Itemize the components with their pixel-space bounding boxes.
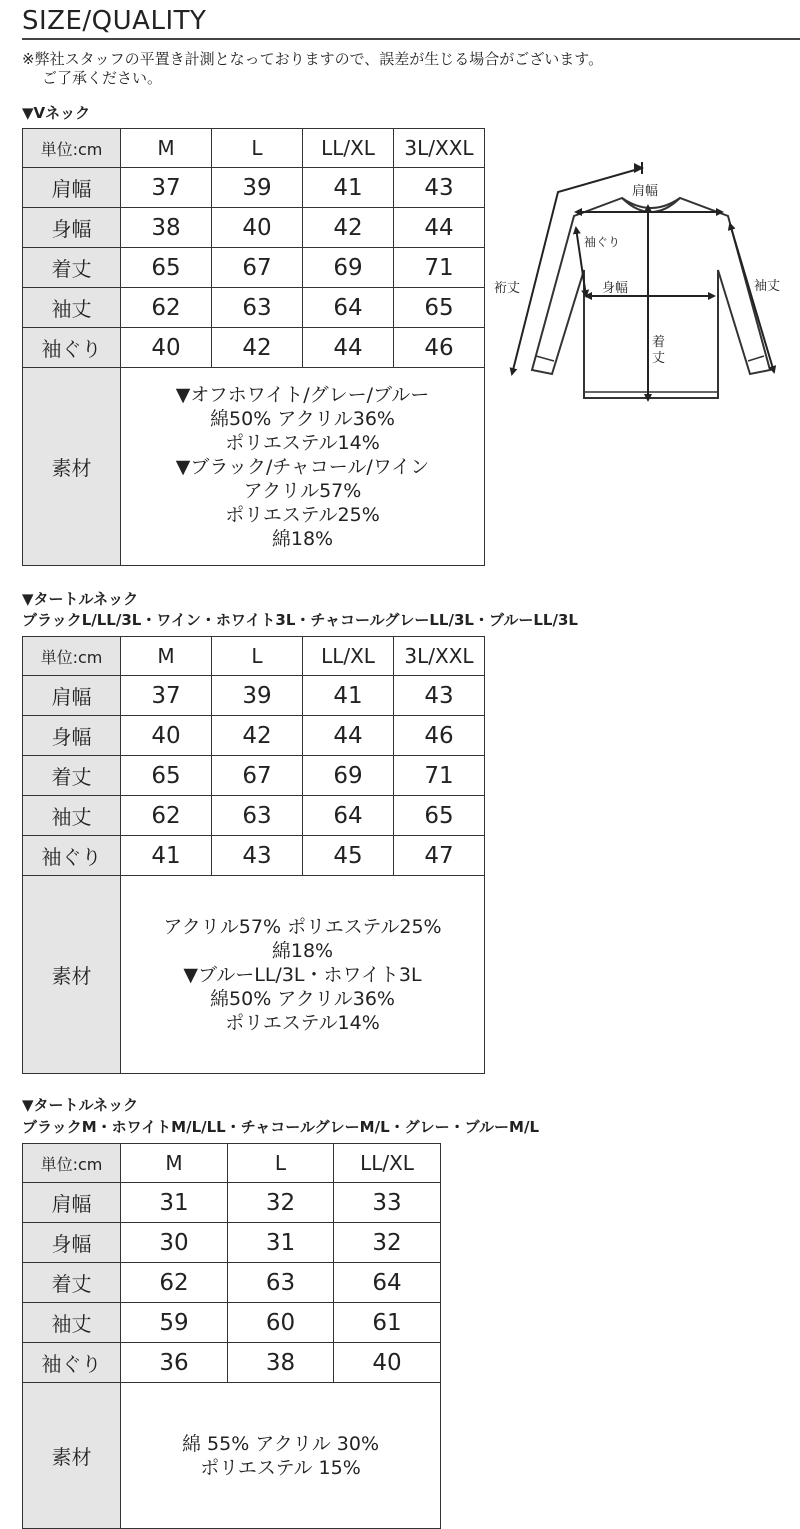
cell-value: 37	[121, 168, 212, 208]
note-line-2: ご了承ください。	[42, 69, 163, 87]
shirt-collar	[622, 198, 680, 212]
unit-label: 単位:cm	[23, 637, 121, 676]
note-line-1: ※弊社スタッフの平置き計測となっておりますので、誤差が生じる場合がございます。	[22, 50, 604, 68]
material-info	[121, 876, 485, 1074]
row-label: 着丈	[23, 248, 121, 288]
cell-value: 63	[212, 796, 303, 836]
material-line: 綿18%	[271, 939, 334, 962]
cell-value: 42	[212, 328, 303, 368]
material-row	[23, 368, 485, 566]
cell-value: 39	[212, 676, 303, 716]
row-label: 袖丈	[23, 796, 121, 836]
size-header: LL/XL	[303, 637, 394, 676]
cell-value: 67	[212, 248, 303, 288]
cell-value: 38	[228, 1343, 334, 1383]
cell-value: 64	[303, 796, 394, 836]
cell-value: 60	[228, 1303, 334, 1343]
size-header: 3L/XXL	[394, 637, 485, 676]
row-label: 肩幅	[23, 1183, 121, 1223]
measurement-note	[22, 50, 792, 88]
table-row	[23, 328, 485, 368]
table-row	[23, 168, 485, 208]
body-width-label: 身幅	[602, 281, 629, 296]
table-row	[23, 1223, 441, 1263]
material-line: 綿18%	[271, 527, 334, 550]
cell-value: 61	[334, 1303, 441, 1343]
cell-value: 64	[334, 1263, 441, 1303]
material-line: 綿50% アクリル36%	[210, 987, 395, 1010]
size-header: L	[212, 129, 303, 168]
unit-label: 単位:cm	[23, 129, 121, 168]
cell-value: 40	[334, 1343, 441, 1383]
cell-value: 42	[212, 716, 303, 756]
size-header: L	[228, 1144, 334, 1183]
row-label: 着丈	[23, 756, 121, 796]
size-table-vneck	[22, 128, 485, 566]
cell-value: 33	[334, 1183, 441, 1223]
unit-label: 単位:cm	[23, 1144, 121, 1183]
length-label-bottom: 丈	[652, 351, 666, 366]
material-line: ポリエステル25%	[225, 503, 380, 526]
cell-value: 65	[394, 288, 485, 328]
size-header: M	[121, 637, 212, 676]
table-row	[23, 1303, 441, 1343]
length-label-top: 着	[652, 335, 666, 350]
cell-value: 63	[228, 1263, 334, 1303]
material-line: 綿50% アクリル36%	[210, 407, 395, 430]
cell-value: 40	[121, 716, 212, 756]
size-header: L	[212, 637, 303, 676]
title-divider	[22, 38, 800, 40]
page-title: SIZE/QUALITY	[22, 6, 207, 36]
cell-value: 71	[394, 248, 485, 288]
cell-value: 41	[121, 836, 212, 876]
cell-value: 41	[303, 676, 394, 716]
cell-value: 65	[121, 756, 212, 796]
cell-value: 44	[303, 328, 394, 368]
row-label: 身幅	[23, 716, 121, 756]
sleeve-label: 袖丈	[754, 279, 781, 294]
row-label: 肩幅	[23, 676, 121, 716]
material-line: ポリエステル 15%	[200, 1456, 361, 1479]
material-line: アクリル57%	[243, 479, 362, 502]
table-row	[23, 676, 485, 716]
material-line: ポリエステル14%	[225, 1011, 380, 1034]
cell-value: 38	[121, 208, 212, 248]
cell-value: 40	[121, 328, 212, 368]
section-heading-turtleneck-2: ▼タートルネック	[22, 1096, 139, 1114]
size-table-turtleneck-1	[22, 636, 485, 1074]
table-row	[23, 756, 485, 796]
cell-value: 30	[121, 1223, 228, 1263]
cell-value: 69	[303, 756, 394, 796]
table-row	[23, 1343, 441, 1383]
cell-value: 47	[394, 836, 485, 876]
material-label: 素材	[23, 368, 121, 566]
table-row	[23, 248, 485, 288]
material-line: ▼ブルーLL/3L・ホワイト3L	[183, 963, 422, 986]
size-header: LL/XL	[334, 1144, 441, 1183]
shirt-outline	[532, 198, 770, 398]
cell-value: 59	[121, 1303, 228, 1343]
material-line: アクリル57% ポリエステル25%	[163, 915, 442, 938]
cell-value: 32	[228, 1183, 334, 1223]
row-label: 袖ぐり	[23, 328, 121, 368]
row-label: 袖ぐり	[23, 1343, 121, 1383]
table-row	[23, 208, 485, 248]
size-header: M	[121, 1144, 228, 1183]
material-line: ポリエステル14%	[225, 431, 380, 454]
cell-value: 69	[303, 248, 394, 288]
row-label: 袖ぐり	[23, 836, 121, 876]
size-header: LL/XL	[303, 129, 394, 168]
cell-value: 42	[303, 208, 394, 248]
size-table-turtleneck-2	[22, 1143, 441, 1529]
cell-value: 31	[121, 1183, 228, 1223]
row-label: 袖丈	[23, 1303, 121, 1343]
cell-value: 46	[394, 716, 485, 756]
table-row	[23, 1183, 441, 1223]
cell-value: 37	[121, 676, 212, 716]
cell-value: 45	[303, 836, 394, 876]
sleeve-total-label: 裄丈	[494, 281, 521, 296]
cell-value: 44	[394, 208, 485, 248]
cell-value: 65	[121, 248, 212, 288]
table-row	[23, 1263, 441, 1303]
section-subheading-turtleneck-1: ブラックL/LL/3L・ワイン・ホワイト3L・チャコールグレーLL/3L・ブルーLL/3L	[22, 611, 578, 629]
material-info	[121, 1383, 441, 1529]
row-label: 肩幅	[23, 168, 121, 208]
section-heading-turtleneck-1: ▼タートルネック	[22, 590, 139, 608]
table-row	[23, 288, 485, 328]
row-label: 袖丈	[23, 288, 121, 328]
cell-value: 41	[303, 168, 394, 208]
section-heading-vneck: ▼Vネック	[22, 104, 91, 122]
table-row	[23, 836, 485, 876]
size-header: M	[121, 129, 212, 168]
material-label: 素材	[23, 876, 121, 1074]
cell-value: 63	[212, 288, 303, 328]
material-label: 素材	[23, 1383, 121, 1529]
cell-value: 43	[212, 836, 303, 876]
section-subheading-turtleneck-2: ブラックM・ホワイトM/L/LL・チャコールグレーM/L・グレー・ブルーM/L	[22, 1118, 540, 1136]
cell-value: 62	[121, 796, 212, 836]
table-row	[23, 796, 485, 836]
cell-value: 71	[394, 756, 485, 796]
material-row	[23, 876, 485, 1074]
cell-value: 31	[228, 1223, 334, 1263]
material-line: 綿 55% アクリル 30%	[181, 1432, 379, 1455]
material-row	[23, 1383, 441, 1529]
row-label: 身幅	[23, 208, 121, 248]
row-label: 身幅	[23, 1223, 121, 1263]
material-line: ▼ブラック/チャコール/ワイン	[175, 455, 430, 478]
cell-value: 40	[212, 208, 303, 248]
cell-value: 32	[334, 1223, 441, 1263]
cell-value: 39	[212, 168, 303, 208]
material-line: ▼オフホワイト/グレー/ブルー	[175, 383, 430, 406]
cell-value: 62	[121, 288, 212, 328]
cell-value: 43	[394, 168, 485, 208]
sleeve-arrow	[730, 224, 774, 372]
row-label: 着丈	[23, 1263, 121, 1303]
garment-measurement-diagram	[492, 160, 792, 410]
cell-value: 62	[121, 1263, 228, 1303]
cell-value: 44	[303, 716, 394, 756]
cell-value: 46	[394, 328, 485, 368]
cell-value: 64	[303, 288, 394, 328]
table-row	[23, 716, 485, 756]
cell-value: 43	[394, 676, 485, 716]
cell-value: 36	[121, 1343, 228, 1383]
material-info	[121, 368, 485, 566]
cell-value: 67	[212, 756, 303, 796]
cell-value: 65	[394, 796, 485, 836]
size-header: 3L/XXL	[394, 129, 485, 168]
armhole-label: 袖ぐり	[584, 235, 621, 249]
shoulder-label: 肩幅	[632, 184, 659, 199]
